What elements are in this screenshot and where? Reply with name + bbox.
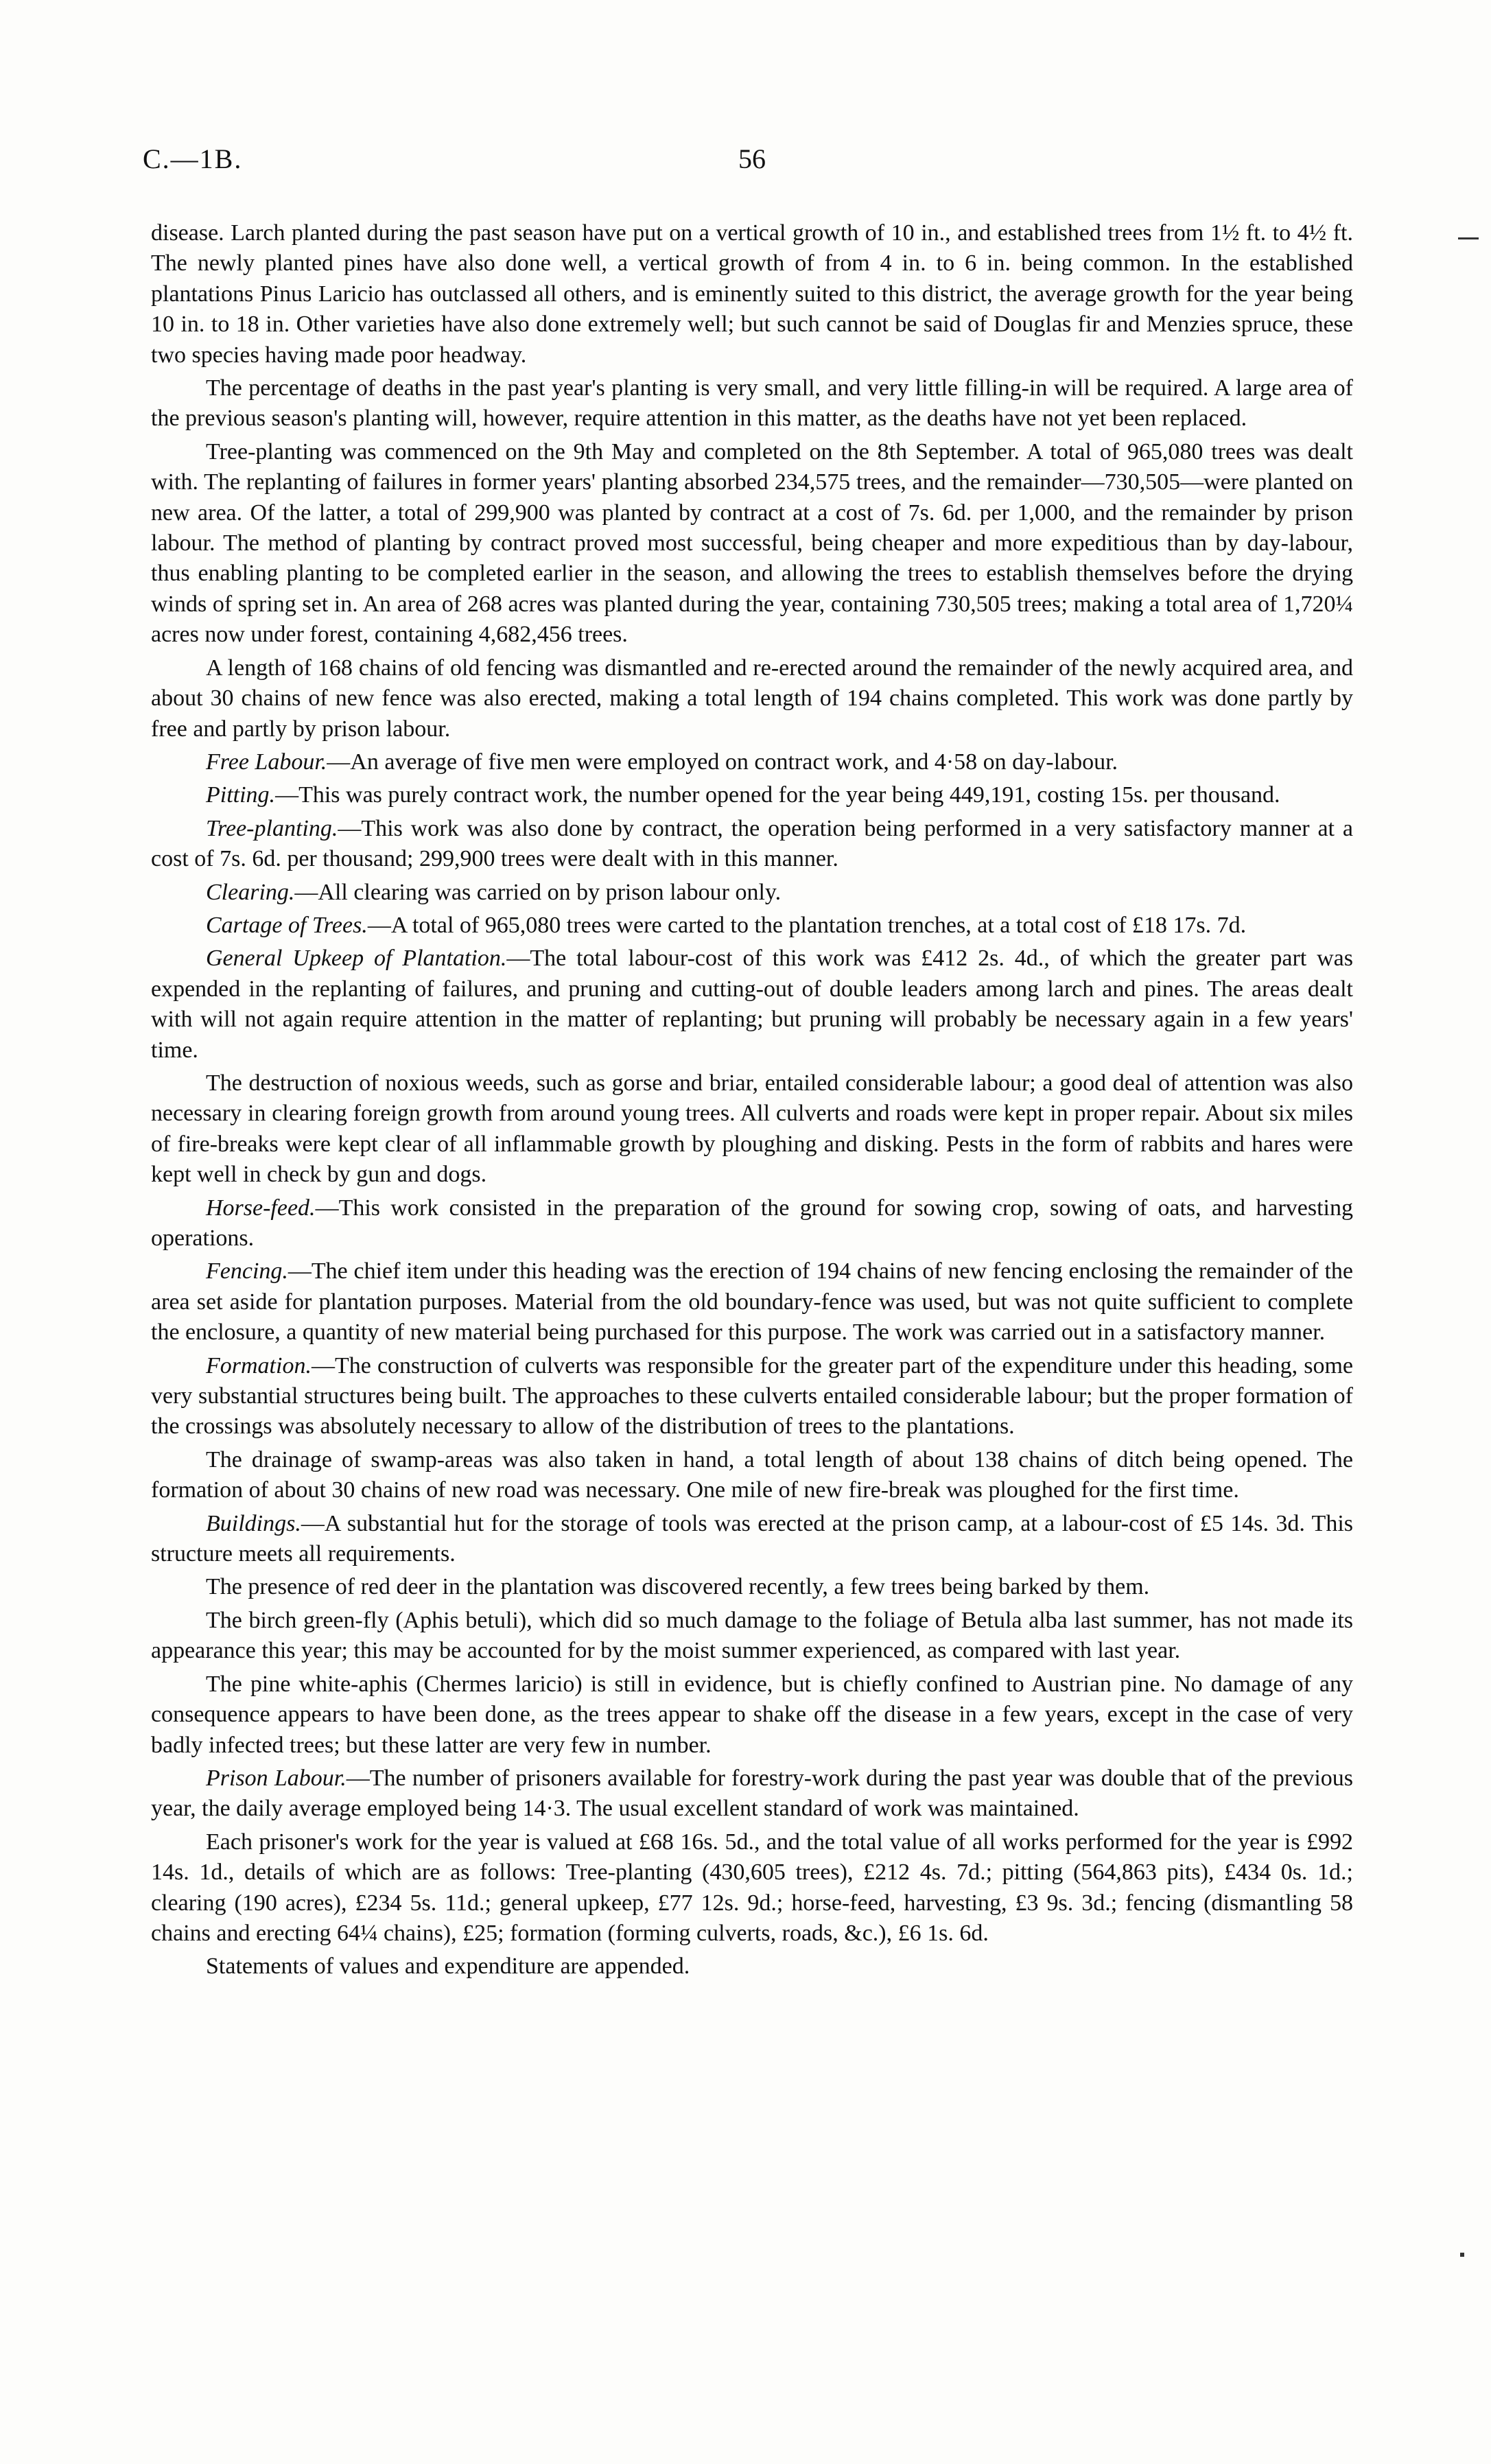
paragraph-text: —A total of 965,080 trees were carted to the plantation trenches, at a total cost of £18 17s. 7d.: [367, 912, 1247, 938]
paragraph-text: The drainage of swamp-areas was also taken in hand, a total length of about 138 chains of ditch being opened. The formation of about 30 chains of new road was necessary. One mile of new fire-break was ploughed for the first time.: [151, 1446, 1353, 1503]
paragraph-lead: General Upkeep of Plantation.: [206, 946, 507, 972]
paragraph: [151, 1827, 1353, 1949]
paragraph: [151, 1669, 1353, 1761]
paragraph: [151, 653, 1353, 744]
paragraph-lead: Free Labour.: [206, 749, 327, 775]
paragraph-text: —All clearing was carried on by prison labour only.: [294, 879, 782, 905]
paragraph-text: The birch green-fly (Aphis betuli), which did so much damage to the foliage of Betula alba last summer, has not made its appearance this year; this may be accounted for by the moist summer experienced, as compared with last year.: [151, 1607, 1353, 1664]
paragraph: [151, 1351, 1353, 1442]
paragraph: [151, 780, 1353, 810]
paragraph: [151, 1256, 1353, 1348]
page-number: 56: [738, 143, 766, 174]
paragraph-text: The pine white-aphis (Chermes laricio) is still in evidence, but is chiefly confined to Austrian pine. No damage of any consequence appears to have been done, as the trees appear to shake off the disease in a few years, except in the case of very badly infected trees; but these latter are very few in number.: [151, 1671, 1353, 1758]
paragraph-text: Each prisoner's work for the year is valued at £68 16s. 5d., and the total value of all works performed for the year is £992 14s. 1d., details of which are as follows: Tree-planting (430,605 trees), £212 4s. 7d.; pitting (564,863 pits), £434 0s. 1d.; clearing (190 acres), £234 5s. 11d.; general upkeep, £77 12s. 9d.; horse-feed, harvesting, £3 9s. 3d.; fencing (dismantling 58 chains and erecting 64¼ chains), £25; formation (forming culverts, roads, &c.), £6 1s. 6d.: [151, 1829, 1353, 1946]
paragraph-text: —The chief item under this heading was the erection of 194 chains of new fencing enclosing the remainder of the area set aside for plantation purposes. Material from the old boundary-fence was used, but was not quite sufficient to complete the enclosure, a quantity of new material being purchased for this purpose. The work was carried out in a satisfactory manner.: [151, 1258, 1353, 1346]
paragraph-lead: Pitting.: [206, 782, 276, 808]
paragraph-text: —The total labour-cost of this work was £412 2s. 4d., of which the greater part was expended in the replanting of failures, and pruning and cutting-out of double leaders among larch and pines. The areas dealt with will not again require attention in the matter of replanting; but pruning will probably be necessary again in a few years' time.: [151, 946, 1353, 1063]
paragraph-text: —This work was also done by contract, the operation being performed in a very satisfactory manner at a cost of 7s. 6d. per thousand; 299,900 trees were dealt with in this manner.: [151, 815, 1353, 872]
paragraph: [151, 218, 1353, 371]
paragraph: [151, 1572, 1353, 1602]
paragraph-text: —This was purely contract work, the number opened for the year being 449,191, costing 15s. per thousand.: [275, 782, 1280, 808]
paragraph: [151, 878, 1353, 908]
paragraph: [151, 1509, 1353, 1570]
paragraph-text: —A substantial hut for the storage of tools was erected at the prison camp, at a labour-cost of £5 14s. 3d. This structure meets all requirements.: [151, 1510, 1353, 1567]
paragraph-lead: Prison Labour.: [206, 1765, 347, 1791]
margin-mark: [1458, 237, 1479, 239]
paragraph-lead: Cartage of Trees.: [206, 912, 368, 938]
paragraph: [151, 911, 1353, 941]
paragraph: [151, 1068, 1353, 1190]
paragraph-text: disease. Larch planted during the past season have put on a vertical growth of 10 in., and established trees from 1½ ft. to 4½ ft. The newly planted pines have also done well, a vertical growth of from 4 in. to 6 in. being common. In the established plantations Pinus Laricio has outclassed all others, and is eminently suited to this district, the average growth for the year being 10 in. to 18 in. Other varieties have also done extremely well; but such cannot be said of Douglas fir and Menzies spruce, these two species having made poor headway.: [151, 220, 1353, 368]
paragraph-text: —This work consisted in the preparation of the ground for sowing crop, sowing of oats, and harvesting operations.: [151, 1195, 1353, 1251]
paragraph-lead: Formation.: [206, 1352, 312, 1378]
paragraph-text: A length of 168 chains of old fencing was dismantled and re-erected around the remainder of the newly acquired area, and about 30 chains of new fence was also erected, making a total length of 194 chains completed. This work was done partly by free and partly by prison labour.: [151, 655, 1353, 742]
paragraph-lead: Tree-planting.: [206, 815, 338, 841]
paragraph: [151, 1606, 1353, 1667]
document-reference: C.—1B.: [143, 143, 243, 174]
paragraph-lead: Clearing.: [206, 879, 295, 905]
paragraph: [151, 1951, 1353, 1982]
paragraph: [151, 1445, 1353, 1506]
paragraph-lead: Fencing.: [206, 1258, 288, 1284]
paragraph: [151, 943, 1353, 1066]
margin-mark: [1460, 2253, 1464, 2257]
paragraph-lead: Horse-feed.: [206, 1195, 316, 1221]
paragraph: [151, 437, 1353, 650]
paragraph-text: The percentage of deaths in the past year's planting is very small, and very little filling-in will be required. A large area of the previous season's planting will, however, require attention in this matter, as the deaths have not yet been replaced.: [151, 375, 1353, 432]
paragraph: [151, 814, 1353, 875]
paragraph: [151, 1763, 1353, 1824]
paragraph-text: —The number of prisoners available for forestry-work during the past year was double that of the previous year, the daily average employed being 14·3. The usual excellent standard of work was maintained.: [151, 1765, 1353, 1822]
paragraph-text: The presence of red deer in the plantation was discovered recently, a few trees being barked by them.: [206, 1574, 1150, 1600]
paragraph-text: Tree-planting was commenced on the 9th May and completed on the 8th September. A total of 965,080 trees was dealt with. The replanting of failures in former years' planting absorbed 234,575 trees, and the remainder—730,505—were planted on new area. Of the latter, a total of 299,900 was planted by contract at a cost of 7s. 6d. per 1,000, and the remainder by prison labour. The method of planting by contract proved most successful, being cheaper and more expeditious than by day-labour, thus enabling planting to be completed earlier in the season, and allowing the trees to establish themselves before the drying winds of spring set in. An area of 268 acres was planted during the year, containing 730,505 trees; making a total area of 1,720¼ acres now under forest, containing 4,682,456 trees.: [151, 438, 1353, 648]
body-text: [151, 218, 1353, 1985]
paragraph-text: Statements of values and expenditure are appended.: [206, 1953, 690, 1980]
paragraph-text: —An average of five men were employed on contract work, and 4·58 on day-labour.: [327, 749, 1118, 775]
paragraph: [151, 747, 1353, 777]
paragraph-text: The destruction of noxious weeds, such as gorse and briar, entailed considerable labour; a good deal of attention was also necessary in clearing foreign growth from around young trees. All culverts and roads were kept in proper repair. About six miles of fire-breaks were kept clear of all inflammable growth by ploughing and disking. Pests in the form of rabbits and hares were kept well in check by gun and dogs.: [151, 1070, 1353, 1188]
paragraph-lead: Buildings.: [206, 1510, 301, 1536]
paragraph: [151, 373, 1353, 434]
paragraph: [151, 1193, 1353, 1254]
paragraph-text: —The construction of culverts was responsible for the greater part of the expenditure under this heading, some very substantial structures being built. The approaches to these culverts entailed considerable labour; but the proper formation of the crossings was absolutely necessary to allow of the distribution of trees to the plantations.: [151, 1352, 1353, 1440]
